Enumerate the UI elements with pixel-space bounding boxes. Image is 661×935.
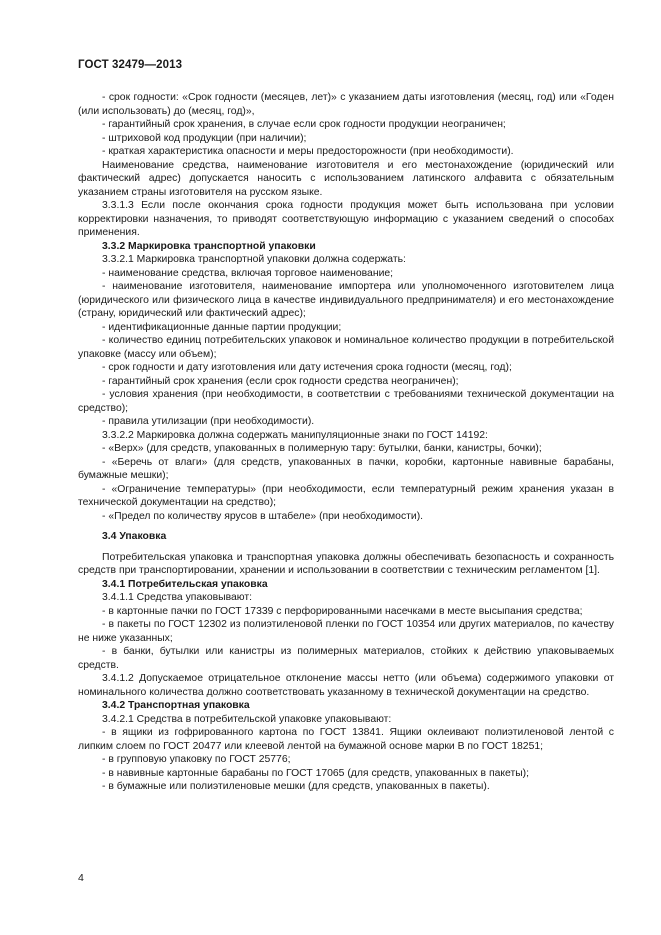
- paragraph: - «Верх» (для средств, упакованных в полимерную тару: бутылки, банки, канистры, бочки);: [102, 443, 542, 454]
- paragraph: - наименование средства, включая торговое наименование;: [102, 267, 394, 279]
- paragraph: - в бумажные или полиэтиленовые мешки (для средств, упакованных в пакеты).: [102, 781, 490, 792]
- paragraph: - гарантийный срок хранения (если срок годности средства неограничен);: [102, 375, 459, 387]
- paragraph: - в картонные пачки по ГОСТ 17339 с перфорированными насечками в месте высыпания средства;: [102, 605, 583, 617]
- paragraph: - штриховой код продукции (при наличии);: [102, 132, 307, 144]
- paragraph: - в пакеты по ГОСТ 12302 из полиэтиленовой пленки по ГОСТ 10354 или других материалов, по качеству не ниже указанных;: [78, 619, 614, 644]
- paragraph: Потребительская упаковка и транспортная упаковка должны обеспечивать безопасность и сохранность средств при транспортировании, хранении и использовании в соответствии с техническим регламентом [1].: [78, 551, 614, 576]
- paragraph: Наименование средства, наименование изготовителя и его местонахождение (юридический или фактический адрес) допускается наносить с использованием латинского алфавита с обязательным указанием страны изготовителя на русском языке.: [78, 159, 614, 198]
- paragraph: - правила утилизации (при необходимости).: [102, 416, 315, 427]
- paragraph: 3.4.1.1 Средства упаковывают:: [102, 592, 253, 603]
- paragraph: - краткая характеристика опасности и меры предосторожности (при необходимости).: [102, 146, 514, 157]
- paragraph: 3.4.2.1 Средства в потребительской упаковке упаковывают:: [102, 713, 392, 725]
- paragraph: - «Ограничение температуры» (при необходимости, если температурный режим хранения указан в технической документации на средство);: [78, 483, 614, 508]
- paragraph: - «Беречь от влаги» (для средств, упакованных в пачки, коробки, картонные навивные барабаны, бумажные мешки);: [78, 456, 614, 481]
- paragraph: 3.3.1.3 Если после окончания срока годности продукция может быть использована при условии корректировки назначения, то приводят соответствующую информацию с указанием сведений о способах применения.: [78, 200, 614, 238]
- document-header: ГОСТ 32479—2013: [78, 59, 183, 71]
- paragraph: - условия хранения (при необходимости, в соответствии с требованиями технической документации на средство);: [78, 389, 614, 414]
- section-heading: 3.4.2 Транспортная упаковка: [102, 700, 250, 711]
- paragraph: - срок годности и дату изготовления или дату истечения срока годности (месяц, год);: [102, 362, 512, 373]
- paragraph: - в навивные картонные барабаны по ГОСТ 17065 (для средств, упакованных в пакеты);: [102, 767, 530, 779]
- paragraph: 3.3.2.1 Маркировка транспортной упаковки должна содержать:: [102, 254, 406, 265]
- paragraph: 3.3.2.2 Маркировка должна содержать манипуляционные знаки по ГОСТ 14192:: [102, 429, 488, 441]
- paragraph: 3.4.1.2 Допускаемое отрицательное отклонение массы нетто (или объема) содержимого упаковки от номинального количества должно соответствовать указанному в технической документации на средство.: [78, 673, 614, 698]
- paragraph: - срок годности: «Срок годности (месяцев, лет)» с указанием даты изготовления (месяц, год) или «Годен (или использовать) до (месяц, год)»,: [78, 92, 614, 117]
- section-heading: 3.3.2 Маркировка транспортной упаковки: [102, 240, 316, 252]
- document-body: [78, 91, 614, 794]
- paragraph: - количество единиц потребительских упаковок и номинальное количество продукции в потребительской упаковке (массу или объем);: [78, 335, 614, 360]
- paragraph: - «Предел по количеству ярусов в штабеле» (при необходимости).: [102, 510, 424, 522]
- paragraph: - в ящики из гофрированного картона по ГОСТ 13841. Ящики оклеивают полиэтиленовой лентой с липким слоем по ГОСТ 20477 или клеевой лентой на бумажной основе марки В по ГОСТ 18251;: [78, 727, 614, 752]
- page-number: 4: [78, 872, 84, 884]
- section-heading: 3.4 Упаковка: [102, 531, 167, 542]
- paragraph: - идентификационные данные партии продукции;: [102, 321, 342, 333]
- paragraph: - в банки, бутылки или канистры из полимерных материалов, стойких к действию упаковываемых средств.: [78, 646, 614, 671]
- paragraph: - наименование изготовителя, наименование импортера или уполномоченного изготовителем лица (юридического или физического лица в качестве индивидуального предпринимателя) и его местонахождение (страну, юридический или фактический адрес);: [78, 281, 614, 319]
- paragraph: - гарантийный срок хранения, в случае если срок годности продукции неограничен;: [102, 119, 506, 130]
- section-heading: 3.4.1 Потребительская упаковка: [102, 578, 268, 590]
- paragraph: - в групповую упаковку по ГОСТ 25776;: [102, 754, 291, 765]
